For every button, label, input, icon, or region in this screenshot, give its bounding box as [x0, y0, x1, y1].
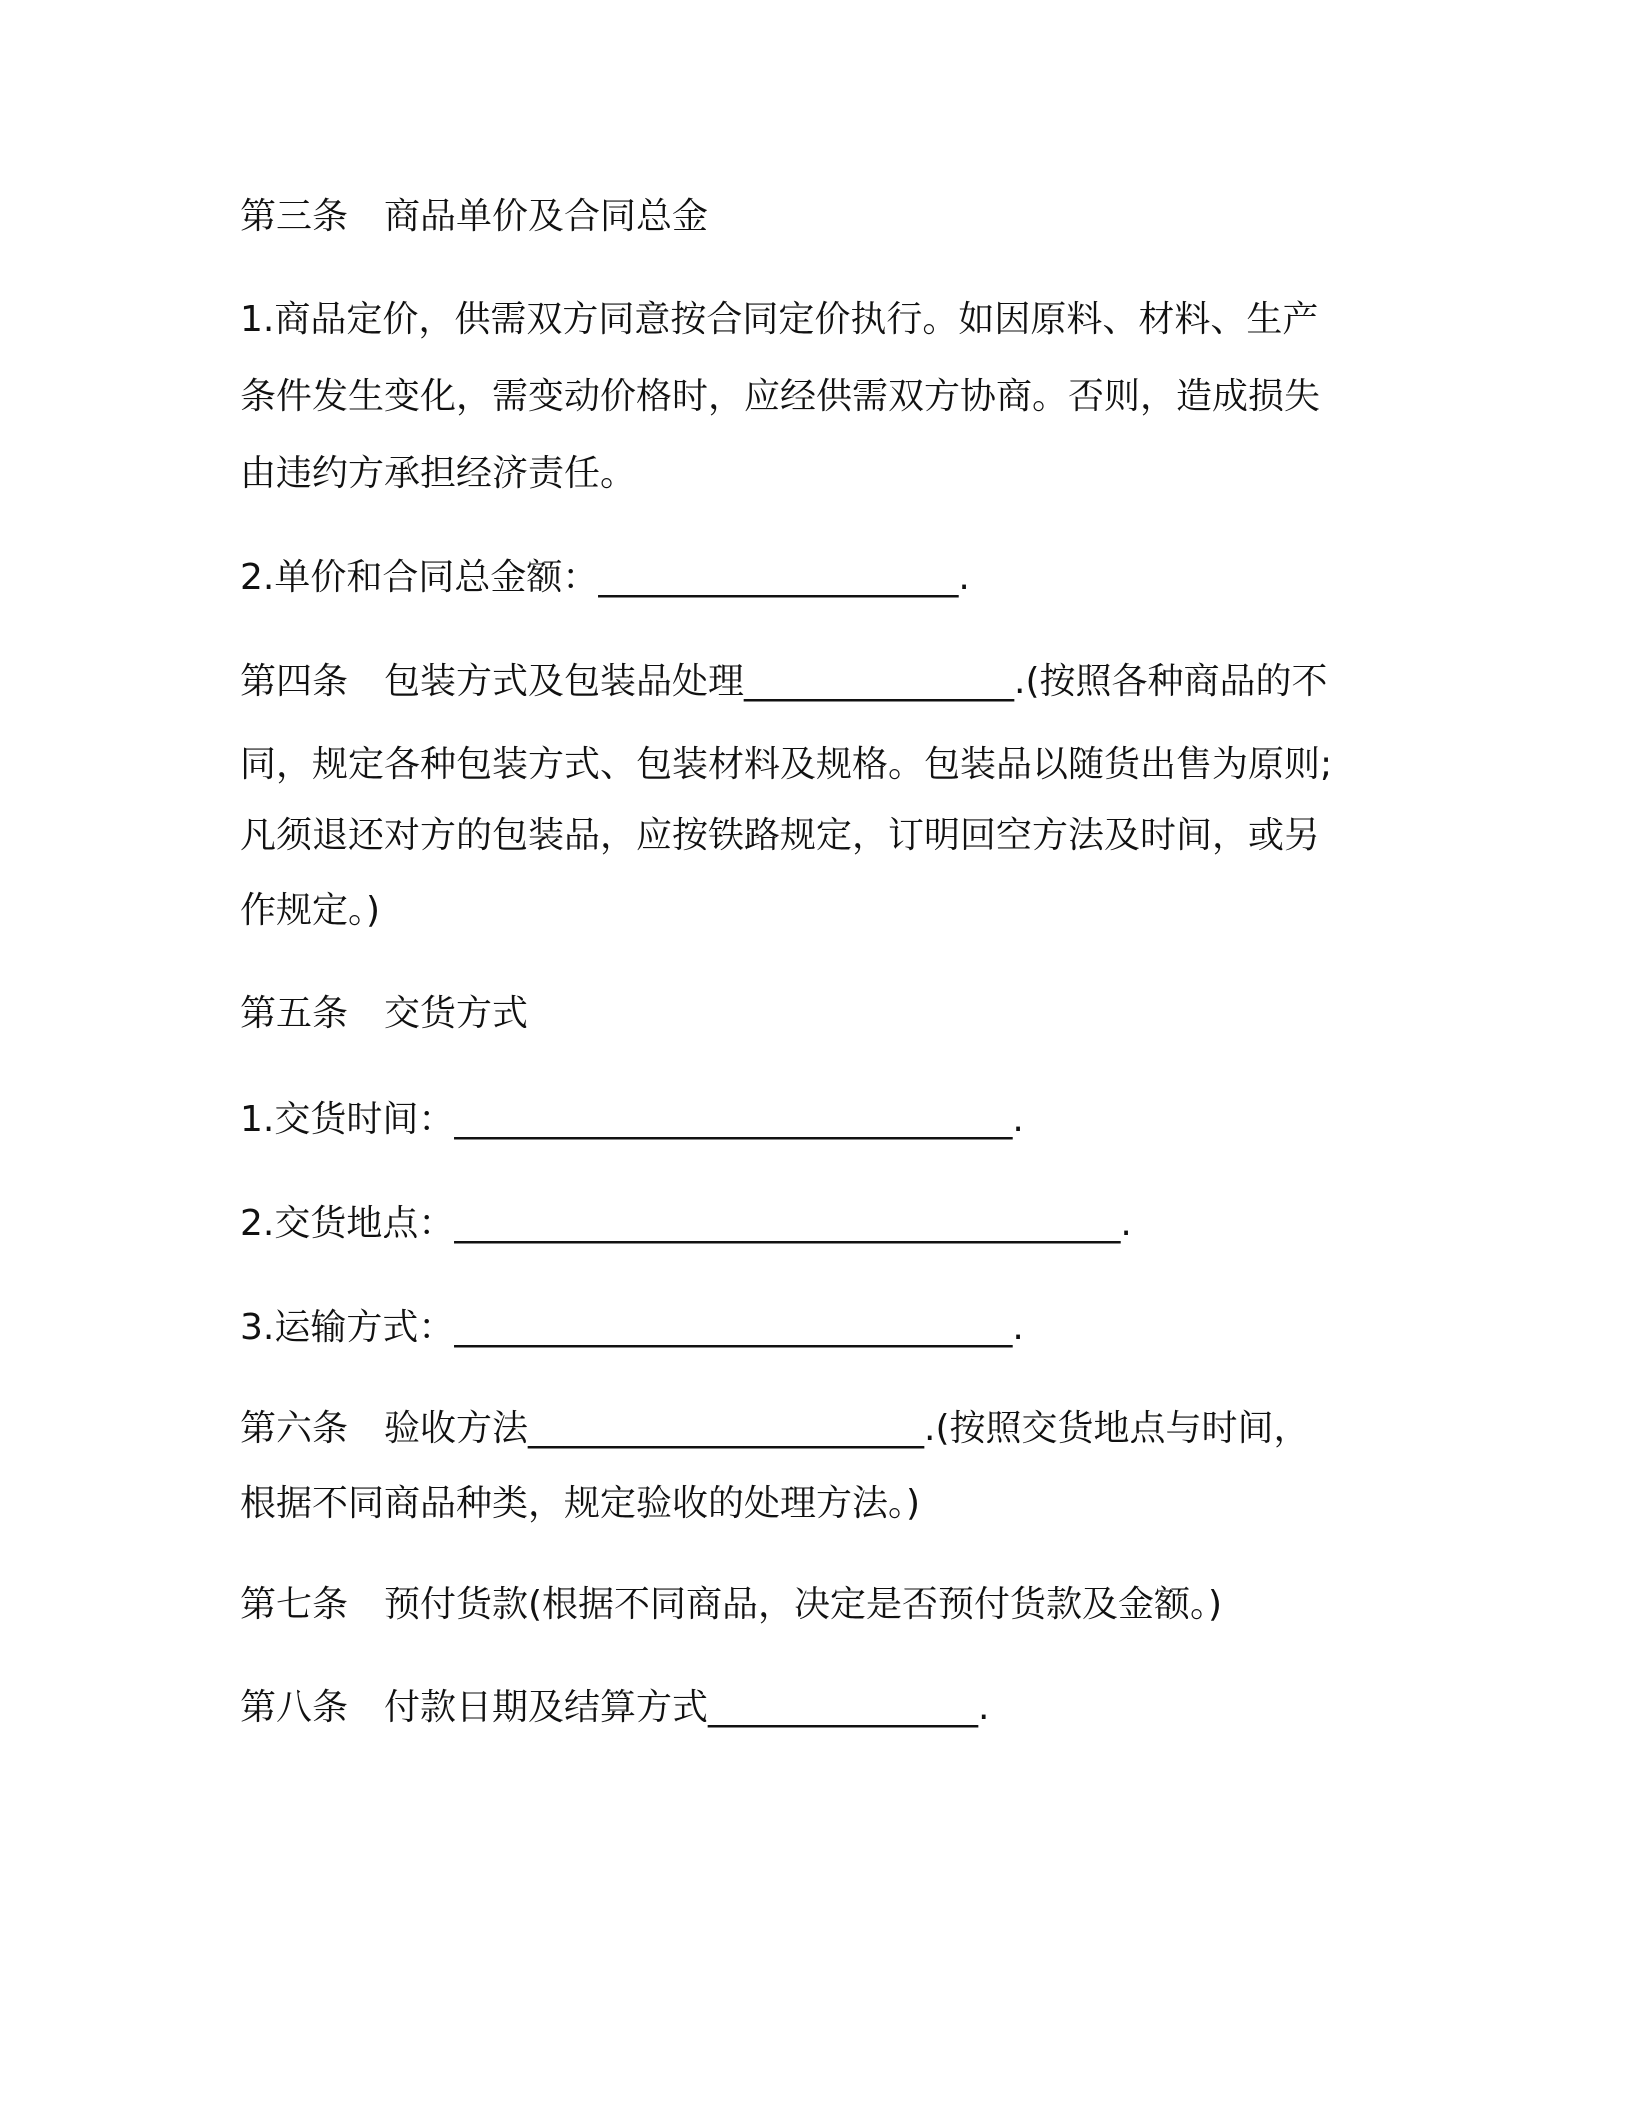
- article-4-line-2: 同，规定各种包装方式、包装材料及规格。包装品以随货出售为原则;: [240, 744, 1333, 785]
- article-5-item-1: 1.交货时间：_______________________________.: [240, 1099, 1024, 1140]
- article-3-item-1-line-2: 条件发生变化，需变动价格时，应经供需双方协商。否则，造成损失: [240, 376, 1321, 417]
- article-8: 第八条 付款日期及结算方式_______________.: [240, 1687, 990, 1728]
- article-7: 第七条 预付货款(根据不同商品，决定是否预付货款及金额。): [240, 1584, 1223, 1625]
- article-3-heading: 第三条 商品单价及合同总金: [240, 196, 709, 237]
- article-5-heading: 第五条 交货方式: [240, 993, 529, 1034]
- article-3-item-2: 2.单价和合同总金额：____________________.: [240, 557, 970, 598]
- article-4-line-3: 凡须退还对方的包装品，应按铁路规定，订明回空方法及时间，或另: [240, 815, 1321, 856]
- article-5-item-2: 2.交货地点：_____________________________________.: [240, 1203, 1132, 1244]
- article-4-line-1: 第四条 包装方式及包装品处理_______________.(按照各种商品的不: [240, 661, 1328, 702]
- article-6-line-2: 根据不同商品种类，规定验收的处理方法。): [240, 1483, 921, 1524]
- article-5-item-3: 3.运输方式：_______________________________.: [240, 1307, 1024, 1348]
- article-3-item-1-line-1: 1.商品定价，供需双方同意按合同定价执行。如因原料、材料、生产: [240, 299, 1319, 340]
- article-3-item-1-line-3: 由违约方承担经济责任。: [240, 453, 637, 494]
- article-4-line-4: 作规定。): [240, 890, 381, 931]
- article-6-line-1: 第六条 验收方法______________________.(按照交货地点与时间，: [240, 1408, 1310, 1449]
